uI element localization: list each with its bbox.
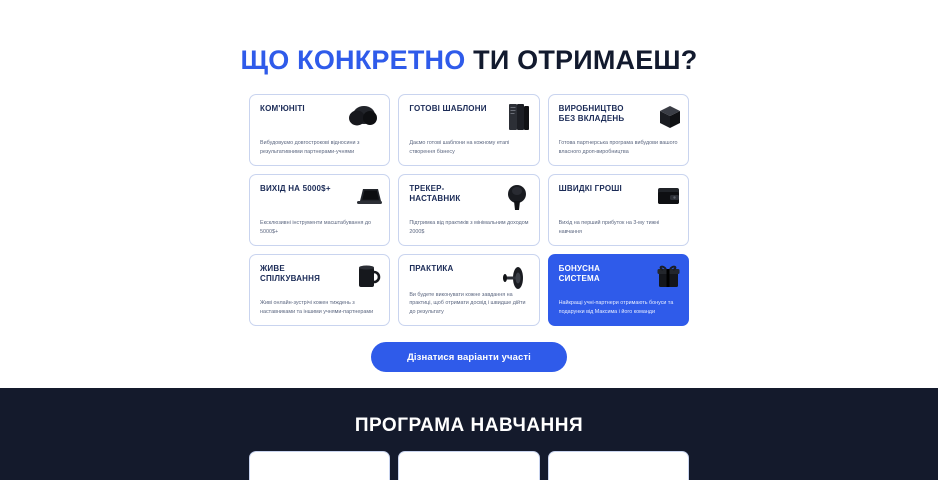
- benefit-card-live-chat[interactable]: [249, 254, 390, 326]
- card-text: Ви будете виконувати кожне завдання на практиці, щоб отримати досвід і швидше дійти до результату: [409, 292, 526, 315]
- card-text: Вибудовуємо довгострокові відносини з результативними партнерами-учнями: [260, 140, 360, 155]
- card-text: Живі онлайн-зустрічі кожен тиждень з наставниками та іншими учнями-партнерами: [260, 300, 374, 315]
- card-title: БОНУСНА СИСТЕМА: [558, 264, 601, 284]
- card-text: Підтримка від практиків з мінімальним доходом 2000$: [409, 220, 529, 235]
- card-text: Найкращі учні-партнери отримають бонуси та подарунки від Максима і його команди: [558, 300, 674, 315]
- wallet-icon: [636, 181, 682, 215]
- card-text: Вихід на перший прибуток на 3-му тижні навчання: [558, 220, 660, 235]
- card-title: ЖИВЕ СПІЛКУВАННЯ: [260, 264, 321, 284]
- card-title: ТРЕКЕР-НАСТАВНИК: [409, 184, 461, 204]
- benefit-card-practice[interactable]: [398, 254, 539, 326]
- benefit-card-bonus[interactable]: [548, 254, 689, 326]
- benefit-card-grid: [249, 94, 689, 326]
- box-icon: [636, 101, 682, 135]
- program-card[interactable]: [548, 451, 689, 480]
- documents-icon: [487, 101, 533, 135]
- page-title-rest: ТИ ОТРИМАЕШ?: [465, 45, 698, 76]
- page-title: [0, 18, 938, 76]
- card-title: КОМ'ЮНІТІ: [260, 104, 305, 114]
- program-card-grid: [249, 451, 689, 480]
- benefit-card-tracker[interactable]: [398, 174, 539, 246]
- benefit-card-community[interactable]: [249, 94, 390, 166]
- card-title: ГОТОВІ ШАБЛОНИ: [409, 104, 487, 114]
- card-title: ШВИДКІ ГРОШІ: [558, 184, 622, 194]
- gift-box-icon: [636, 261, 682, 295]
- benefit-card-production[interactable]: [548, 94, 689, 166]
- card-title: ВИХІД НА 5000$+: [260, 184, 331, 194]
- benefit-card-income[interactable]: [249, 174, 390, 246]
- program-card[interactable]: [249, 451, 390, 480]
- program-section: [0, 388, 938, 480]
- join-options-button[interactable]: Дізнатися варіанти участі: [371, 342, 567, 372]
- program-card[interactable]: [398, 451, 539, 480]
- laptop-icon: [337, 181, 383, 215]
- cta-container: [249, 342, 689, 372]
- headphones-icon: [337, 101, 383, 135]
- program-title: ПРОГРАМА НАВЧАННЯ: [354, 415, 584, 436]
- page-title-accent: ЩО КОНКРЕТНО: [240, 45, 466, 76]
- microphone-icon: [487, 181, 533, 215]
- benefit-card-templates[interactable]: [398, 94, 539, 166]
- card-text: Даємо готові шаблони на кожному етапі створення бізнесу: [409, 140, 510, 155]
- mug-icon: [337, 261, 383, 295]
- card-text: Готова партнерська програма вибудови вашого власного дроп-виробництва: [558, 140, 678, 155]
- benefit-card-fast-money[interactable]: [548, 174, 689, 246]
- card-title: ВИРОБНИЦТВО БЕЗ ВКЛАДЕНЬ: [558, 104, 625, 124]
- card-title: ПРАКТИКА: [409, 264, 454, 274]
- card-text: Ексклюзивні інструменти масштабування до 5000$+: [260, 220, 372, 235]
